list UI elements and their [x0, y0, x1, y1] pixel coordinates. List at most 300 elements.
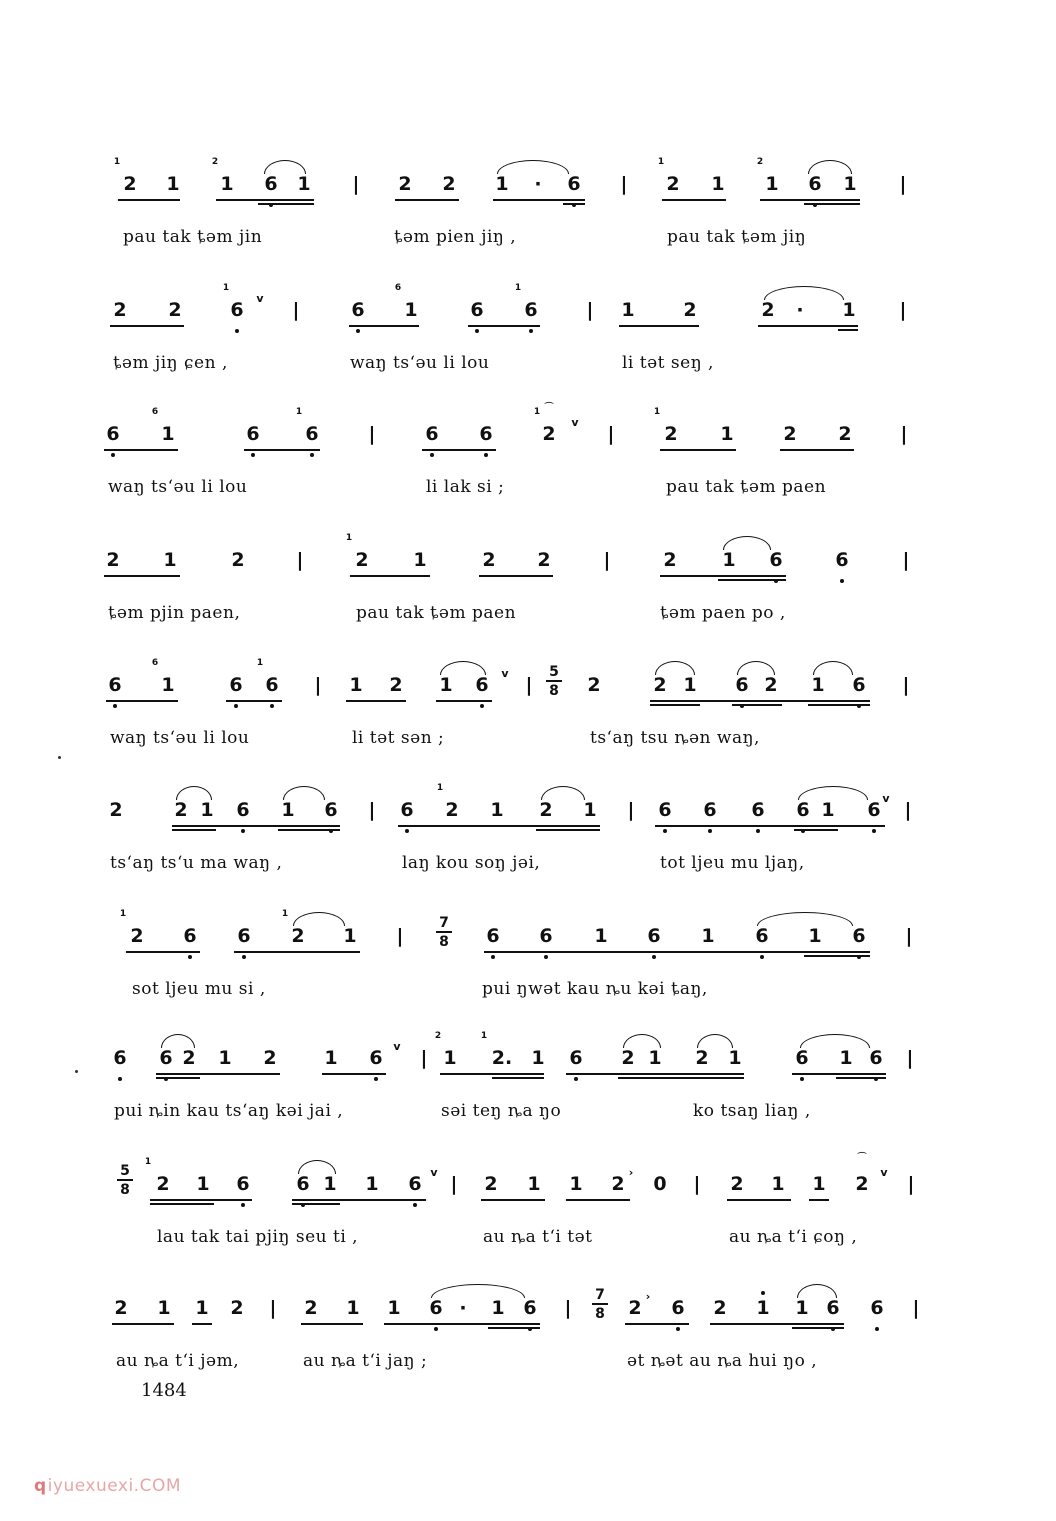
- note: 6: [236, 799, 250, 821]
- beam: [808, 704, 870, 706]
- note: 6: [867, 799, 881, 821]
- note: 1: [161, 423, 175, 445]
- note: 6: [324, 799, 338, 821]
- barline: |: [603, 549, 611, 571]
- barline: |: [907, 1173, 915, 1195]
- beam: [292, 1199, 426, 1201]
- beam: [172, 825, 340, 827]
- note: 1: [200, 799, 214, 821]
- octave-dot: [270, 704, 274, 708]
- beam: [536, 829, 600, 831]
- note: 6: [429, 1297, 443, 1319]
- beam: [301, 1323, 363, 1325]
- beam: [156, 1077, 200, 1079]
- grace-note: 6: [151, 407, 159, 417]
- note: 1: [527, 1173, 541, 1195]
- note: 0: [653, 1173, 667, 1195]
- beam: [216, 199, 314, 201]
- note: 1: [569, 1173, 583, 1195]
- note: ·: [796, 299, 804, 321]
- note: 2: [123, 173, 137, 195]
- beam: [192, 1323, 212, 1325]
- beam: [484, 951, 870, 953]
- note: 2: [168, 299, 182, 321]
- lyric-phrase: waŋ tsʻəu li lou: [110, 728, 250, 748]
- note: 6: [229, 674, 243, 696]
- time-signature: 7 8: [436, 916, 452, 949]
- lyric-phrase: ko tsaŋ liaŋ ,: [693, 1101, 811, 1121]
- note: 2: [445, 799, 459, 821]
- lyric-phrase: au ȵa tʻi jəm,: [116, 1351, 240, 1371]
- note: 6: [113, 1047, 127, 1069]
- beam: [760, 199, 860, 201]
- beam: [566, 1073, 744, 1075]
- lyric-phrase: ət ȵət au ȵa hui ŋo ,: [627, 1351, 818, 1371]
- beam: [112, 1323, 174, 1325]
- note: 1: [711, 173, 725, 195]
- note: 1: [161, 674, 175, 696]
- barline: |: [607, 423, 615, 445]
- note: 1: [346, 1297, 360, 1319]
- slur: [431, 1284, 525, 1298]
- note: 2: [389, 674, 403, 696]
- fermata: ⌒: [857, 1153, 867, 1163]
- note: 2: [304, 1297, 318, 1319]
- barline: |: [450, 1173, 458, 1195]
- grace-note: 1: [533, 407, 541, 417]
- beam: [104, 449, 178, 451]
- note: 1: [491, 1297, 505, 1319]
- barline: |: [269, 1297, 277, 1319]
- note: 2: [537, 549, 551, 571]
- note: 2: [113, 299, 127, 321]
- slur: [623, 1034, 661, 1048]
- barline: |: [899, 173, 907, 195]
- note: 1: [531, 1047, 545, 1069]
- beam: [395, 199, 459, 201]
- note: 6: [183, 925, 197, 947]
- lyric-phrase: pui ȵin kau tsʻaŋ kəi jai ,: [114, 1101, 344, 1121]
- beam: [492, 1077, 544, 1079]
- note: 6: [796, 799, 810, 821]
- note: 1: [811, 674, 825, 696]
- notes-row: [0, 283, 1056, 338]
- beam: [718, 579, 786, 581]
- barline: |: [352, 173, 360, 195]
- beam: [563, 203, 585, 205]
- lyric-phrase: ȶəm paen po ,: [660, 603, 786, 623]
- note: 6: [265, 674, 279, 696]
- lyric-phrase: au ȵa tʻi jaŋ ;: [303, 1351, 428, 1371]
- slur: [800, 1034, 870, 1048]
- beam: [804, 955, 870, 957]
- site-watermark: [34, 1476, 181, 1496]
- beam: [479, 575, 553, 577]
- note: 1: [281, 799, 295, 821]
- note: 1: [720, 423, 734, 445]
- note: 1: [195, 1297, 209, 1319]
- beam: [226, 700, 282, 702]
- beam: [660, 575, 786, 577]
- breath-mark: v: [430, 1166, 438, 1179]
- grace-note: 1: [514, 283, 522, 293]
- note: 1: [594, 925, 608, 947]
- note: 6: [755, 925, 769, 947]
- notes-row: [0, 1031, 1056, 1086]
- barline: |: [396, 925, 404, 947]
- note: 2: [482, 549, 496, 571]
- note: 6: [108, 674, 122, 696]
- note: 1: [839, 1047, 853, 1069]
- note: 2: [761, 299, 775, 321]
- notes-row: [0, 1153, 1056, 1212]
- note: 1: [683, 674, 697, 696]
- octave-dot: [484, 453, 488, 457]
- barline: |: [904, 799, 912, 821]
- lyric-phrase: lau tak tai pjiŋ seu ti ,: [157, 1227, 359, 1247]
- score-system-9: [0, 1153, 1056, 1282]
- note: 6: [400, 799, 414, 821]
- note: 1: [808, 925, 822, 947]
- beam: [836, 1077, 886, 1079]
- slur: [798, 786, 868, 800]
- beam: [234, 951, 360, 953]
- beam: [436, 700, 492, 702]
- time-signature: 5 8: [546, 665, 562, 698]
- note: 6: [795, 1047, 809, 1069]
- note: 2: [611, 1173, 625, 1195]
- beam: [349, 325, 419, 327]
- grace-note: 1: [119, 909, 127, 919]
- octave-dot: [529, 329, 533, 333]
- octave-dot: [242, 955, 246, 959]
- slur: [283, 786, 325, 800]
- note: 2: [109, 799, 123, 821]
- note: 6: [835, 549, 849, 571]
- slur: [298, 1160, 336, 1174]
- note: 2: [542, 423, 556, 445]
- lyric-phrase: ȶəm pjin paen,: [108, 603, 241, 623]
- note: 2: [664, 423, 678, 445]
- lyrics-row: [0, 352, 1056, 392]
- page-number: 1484: [141, 1380, 187, 1401]
- grace-note: 1: [657, 157, 665, 167]
- barline: |: [314, 674, 322, 696]
- note: 6: [486, 925, 500, 947]
- beam: [384, 1323, 540, 1325]
- slur: [737, 661, 775, 675]
- note: 6: [305, 423, 319, 445]
- note: 2: [855, 1173, 869, 1195]
- note: 2: [291, 925, 305, 947]
- note: 1: [365, 1173, 379, 1195]
- grace-note: 1: [256, 658, 264, 668]
- note: 6: [751, 799, 765, 821]
- beam: [660, 449, 736, 451]
- note: 2: [442, 173, 456, 195]
- beam: [727, 1199, 791, 1201]
- barline: |: [899, 299, 907, 321]
- grace-note: 1: [653, 407, 661, 417]
- octave-dot: [574, 1077, 578, 1081]
- note: 6: [735, 674, 749, 696]
- beam: [488, 1327, 540, 1329]
- note: 1: [163, 549, 177, 571]
- note: 6: [703, 799, 717, 821]
- note: 6: [470, 299, 484, 321]
- lyric-phrase: ȶəm jiŋ ɕen ,: [113, 353, 228, 373]
- beam: [110, 325, 184, 327]
- barline: |: [368, 423, 376, 445]
- note: 6: [230, 299, 244, 321]
- notes-row: [0, 783, 1056, 838]
- beam: [346, 700, 406, 702]
- beam: [150, 1203, 214, 1205]
- lyric-phrase: waŋ tsʻəu li lou: [350, 353, 490, 373]
- octave-dot: [310, 453, 314, 457]
- grace-note: 2: [211, 157, 219, 167]
- time-signature: 5 8: [117, 1164, 133, 1197]
- note: 2: [838, 423, 852, 445]
- note: ·: [534, 173, 542, 195]
- note: 1: [439, 674, 453, 696]
- note: 1: [443, 1047, 457, 1069]
- note: 2: [114, 1297, 128, 1319]
- beam: [619, 325, 699, 327]
- beam: [244, 449, 320, 451]
- octave-dot: [761, 1291, 765, 1295]
- beam: [126, 951, 200, 953]
- barline: |: [902, 549, 910, 571]
- lyric-phrase: pau tak ȶəm jiŋ: [667, 227, 807, 247]
- watermark-logo-icon: q: [34, 1476, 47, 1496]
- note: 1: [583, 799, 597, 821]
- slur: [497, 160, 569, 174]
- note: 6: [852, 674, 866, 696]
- note: 6: [408, 1173, 422, 1195]
- breath-mark: ›: [628, 1166, 634, 1179]
- lyric-phrase: pui ŋwət kau ȵu kəi ȶaŋ,: [482, 979, 708, 999]
- beam: [258, 203, 314, 205]
- notes-row: [0, 157, 1056, 212]
- lyric-phrase: pau tak ȶəm paen: [356, 603, 517, 623]
- octave-dot: [872, 829, 876, 833]
- note: 1: [349, 674, 363, 696]
- note: 2: [355, 549, 369, 571]
- beam: [493, 199, 585, 201]
- lyric-phrase: tot ljeu mu ljaŋ,: [660, 853, 805, 873]
- grace-note: 1: [281, 909, 289, 919]
- note: 2: [666, 173, 680, 195]
- grace-note: 2: [434, 1031, 442, 1041]
- note: 2: [683, 299, 697, 321]
- note: 6: [237, 925, 251, 947]
- grace-note: 1: [222, 283, 230, 293]
- beam: [422, 449, 496, 451]
- slur: [161, 1034, 195, 1048]
- octave-dot: [544, 955, 548, 959]
- grace-note: 1: [436, 783, 444, 793]
- score-system-2: [0, 283, 1056, 408]
- beam: [780, 449, 854, 451]
- note: 1: [621, 299, 635, 321]
- note: 2: [628, 1297, 642, 1319]
- note: 1: [843, 173, 857, 195]
- barline: |: [693, 1173, 701, 1195]
- barline: |: [586, 299, 594, 321]
- note: 6: [475, 674, 489, 696]
- lyric-phrase: li lak si ;: [426, 477, 505, 497]
- note: 2: [663, 549, 677, 571]
- note: 1: [343, 925, 357, 947]
- grace-note: 1: [144, 1157, 152, 1167]
- lyric-phrase: laŋ kou soŋ jəi,: [402, 853, 541, 873]
- note: 2: [713, 1297, 727, 1319]
- barline: |: [420, 1047, 428, 1069]
- octave-dot: [188, 955, 192, 959]
- beam: [150, 1199, 252, 1201]
- grace-note: 1: [345, 533, 353, 543]
- note: 1: [490, 799, 504, 821]
- breath-mark: v: [571, 416, 579, 429]
- note: 1: [795, 1297, 809, 1319]
- note: 1: [771, 1173, 785, 1195]
- note: 1: [387, 1297, 401, 1319]
- beam: [650, 704, 700, 706]
- note: 1: [728, 1047, 742, 1069]
- note: 1: [495, 173, 509, 195]
- slur: [697, 1034, 733, 1048]
- note: 2: [130, 925, 144, 947]
- score-system-3: [0, 403, 1056, 532]
- beam: [710, 1323, 844, 1325]
- beam: [104, 575, 180, 577]
- note: 2: [106, 549, 120, 571]
- beam: [662, 199, 726, 201]
- slur: [813, 661, 853, 675]
- octave-dot: [241, 829, 245, 833]
- lyrics-row: [0, 852, 1056, 892]
- slur: [764, 286, 844, 300]
- slur: [655, 661, 695, 675]
- beam: [292, 1203, 340, 1205]
- octave-dot: [756, 829, 760, 833]
- beam: [481, 1199, 545, 1201]
- note: 6: [296, 1173, 310, 1195]
- beam: [655, 825, 885, 827]
- note: 6: [264, 173, 278, 195]
- note: 6: [246, 423, 260, 445]
- octave-dot: [475, 329, 479, 333]
- octave-dot: [430, 453, 434, 457]
- note: 1: [701, 925, 715, 947]
- note: 2: [764, 674, 778, 696]
- octave-dot: [652, 955, 656, 959]
- note: 6: [523, 1297, 537, 1319]
- beam: [618, 1077, 744, 1079]
- barline: |: [905, 925, 913, 947]
- notes-row: [0, 909, 1056, 964]
- breath-mark: ›: [645, 1290, 651, 1303]
- note: 6: [524, 299, 538, 321]
- barline: |: [912, 1297, 920, 1319]
- beam: [794, 829, 838, 831]
- grace-note: 6: [151, 658, 159, 668]
- note: 6: [647, 925, 661, 947]
- barline: |: [564, 1297, 572, 1319]
- breath-mark: v: [393, 1040, 401, 1053]
- beam: [118, 199, 180, 201]
- octave-dot: [405, 829, 409, 833]
- lyrics-row: [0, 602, 1056, 642]
- octave-dot: [356, 329, 360, 333]
- note: 6: [351, 299, 365, 321]
- octave-dot: [111, 453, 115, 457]
- note: 1: [404, 299, 418, 321]
- note: 1: [413, 549, 427, 571]
- octave-dot: [234, 704, 238, 708]
- lyric-phrase: ȶəm pien jiŋ ,: [394, 227, 517, 247]
- breath-mark: v: [880, 1166, 888, 1179]
- note: 1: [765, 173, 779, 195]
- slur: [541, 786, 585, 800]
- note: 6: [569, 1047, 583, 1069]
- octave-dot: [663, 829, 667, 833]
- note: 1: [648, 1047, 662, 1069]
- fermata: ⌒: [544, 403, 554, 413]
- note: 1: [220, 173, 234, 195]
- note: ·: [459, 1297, 467, 1319]
- octave-dot: [480, 704, 484, 708]
- note: 2: [398, 173, 412, 195]
- octave-dot: [434, 1327, 438, 1331]
- note: 1: [756, 1297, 770, 1319]
- beam: [172, 829, 216, 831]
- barline: |: [627, 799, 635, 821]
- slur: [293, 912, 345, 926]
- grace-note: 6: [394, 283, 402, 293]
- note: 6: [671, 1297, 685, 1319]
- barline: |: [620, 173, 628, 195]
- grace-note: 1: [113, 157, 121, 167]
- scan-speck: [58, 756, 61, 759]
- scan-speck: [75, 1070, 78, 1073]
- barline: |: [525, 674, 533, 696]
- barline: |: [368, 799, 376, 821]
- note: 6: [658, 799, 672, 821]
- note: 6: [425, 423, 439, 445]
- score-system-5: [0, 658, 1056, 783]
- note: 6: [539, 925, 553, 947]
- breath-mark: v: [501, 667, 509, 680]
- note: 6: [159, 1047, 173, 1069]
- octave-dot: [800, 1077, 804, 1081]
- note: 1: [812, 1173, 826, 1195]
- octave-dot: [113, 704, 117, 708]
- note: 1: [821, 799, 835, 821]
- octave-dot: [374, 1077, 378, 1081]
- beam: [278, 829, 340, 831]
- octave-dot: [840, 579, 844, 583]
- note: 2: [539, 799, 553, 821]
- note: 6: [236, 1173, 250, 1195]
- note: 2: [156, 1173, 170, 1195]
- barline: |: [902, 674, 910, 696]
- grace-note: 1: [295, 407, 303, 417]
- lyrics-row: [0, 1100, 1056, 1140]
- barline: |: [292, 299, 300, 321]
- breath-mark: v: [256, 292, 264, 305]
